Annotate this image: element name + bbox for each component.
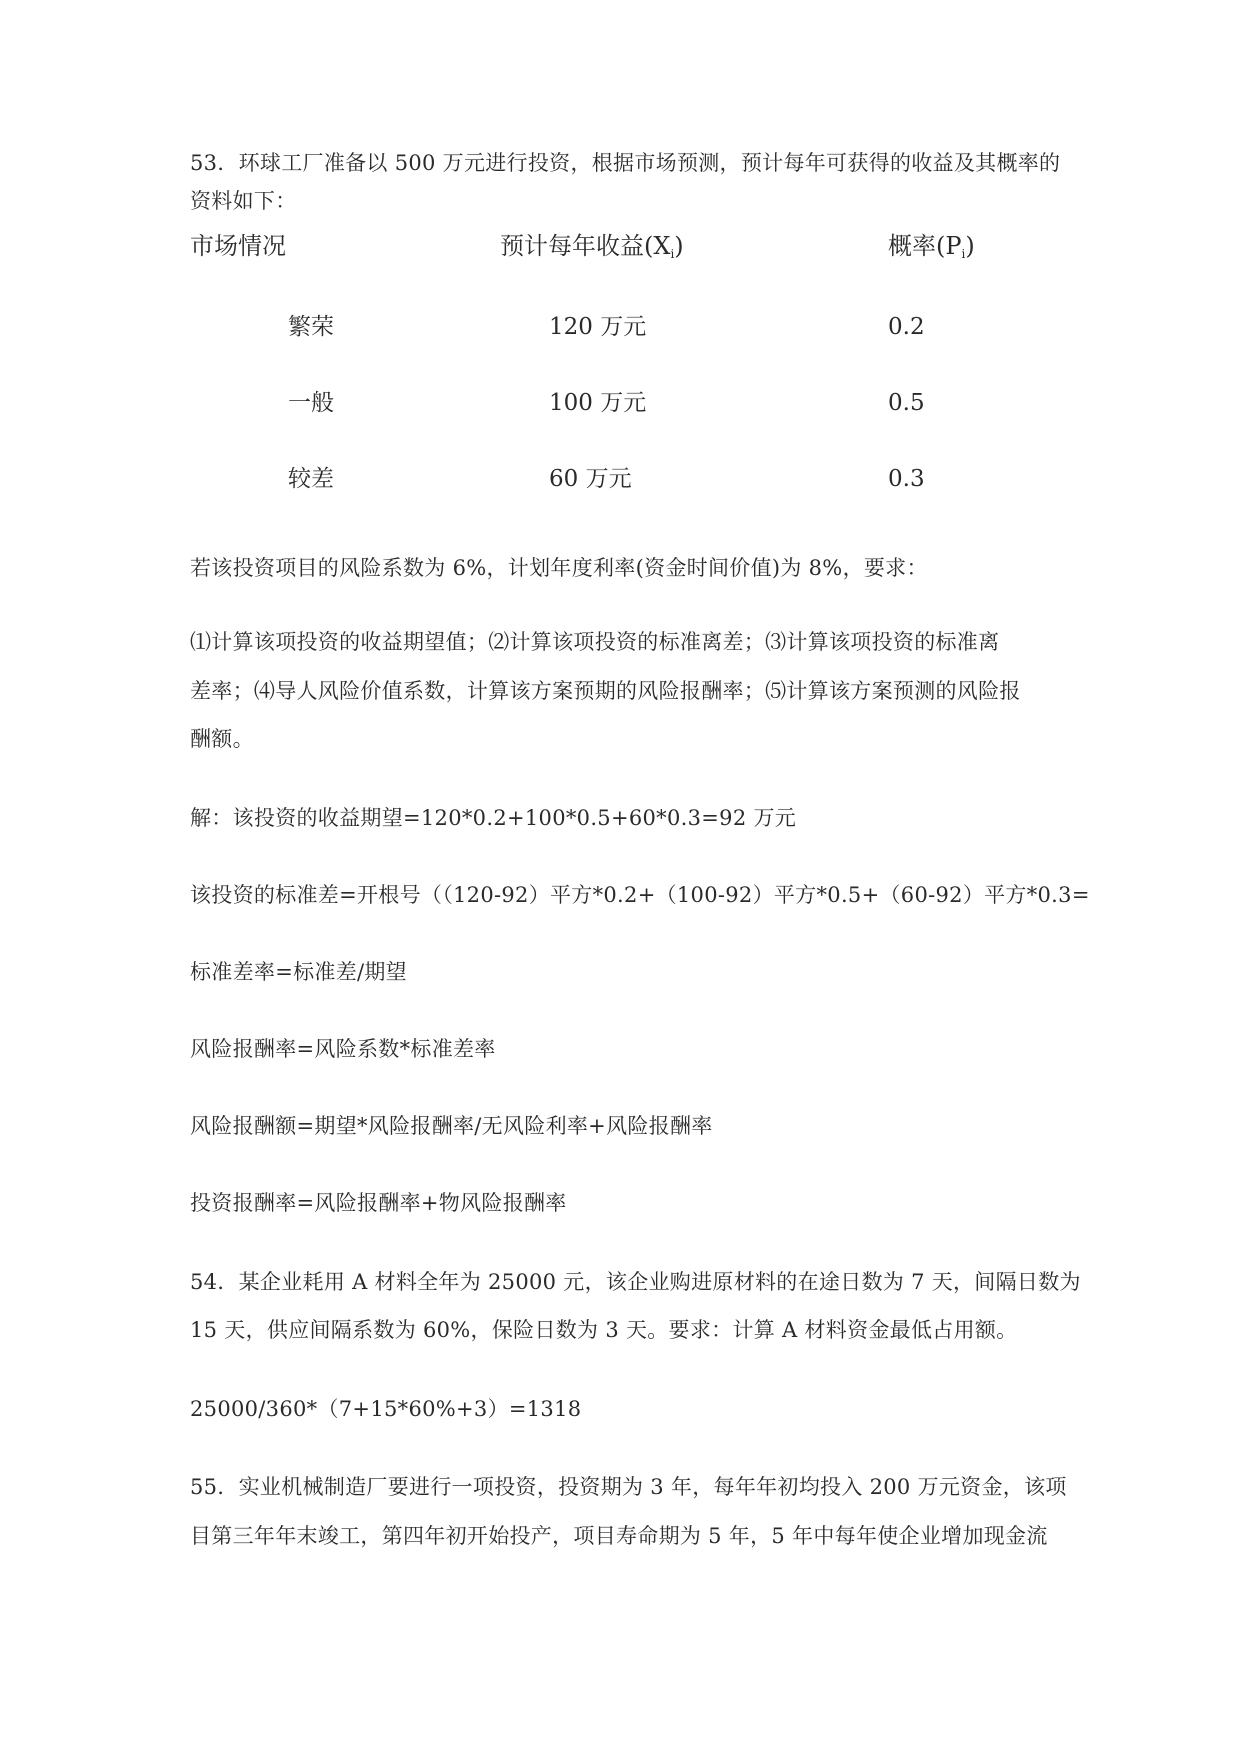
q55-text-line-2: 目第三年年末竣工，第四年初开始投产，项目寿命期为 5 年，5 年中每年使企业增加现金流 xyxy=(190,1524,1048,1548)
q53-text-line-1: 53．环球工厂准备以 500 万元进行投资，根据市场预测，预计每年可获得的收益及其概率的 xyxy=(190,151,1061,175)
q53-condition: 若该投资项目的风险系数为 6%，计划年度利率(资金时间价值)为 8%，要求： xyxy=(190,556,928,580)
table-header-probability: 概率$(P_i)$ xyxy=(888,232,975,261)
table-cell-income: 60 万元 xyxy=(549,466,632,492)
table-header-situation: 市场情况 xyxy=(190,232,286,260)
table-cell-income: 100 万元 xyxy=(549,390,647,416)
q53-text-line-2: 资料如下： xyxy=(190,189,297,213)
table-cell-situation: 一般 xyxy=(288,390,334,416)
q53-requirement-line-1: ⑴计算该项投资的收益期望值；⑵计算该项投资的标准离差；⑶计算该项投资的标准离 xyxy=(190,630,1000,654)
q54-text-line-2: 15 天，供应间隔系数为 60%，保险日数为 3 天。要求：计算 A 材料资金最低占用额。 xyxy=(190,1318,1018,1342)
q53-solution-risk-return-amount: 风险报酬额=期望*风险报酬率/无风险利率+风险报酬率 xyxy=(190,1114,713,1138)
q53-solution-deviation-rate: 标准差率=标准差/期望 xyxy=(190,960,407,984)
table-cell-probability: 0.3 xyxy=(888,466,925,492)
table-cell-income: 120 万元 xyxy=(549,314,647,340)
table-cell-probability: 0.5 xyxy=(888,390,925,416)
table-cell-situation: 繁荣 xyxy=(288,314,334,340)
q55-text-line-1: 55．实业机械制造厂要进行一项投资，投资期为 3 年，每年年初均投入 200 万元资金，该项 xyxy=(190,1475,1067,1499)
q53-requirement-line-2: 差率；⑷导人风险价值系数，计算该方案预期的风险报酬率；⑸计算该方案预测的风险报 xyxy=(190,679,1021,703)
q53-solution-expected-value: 解：该投资的收益期望=120*0.2+100*0.5+60*0.3=92 万元 xyxy=(190,806,797,830)
table-cell-probability: 0.2 xyxy=(888,314,925,340)
q53-solution-standard-deviation: 该投资的标准差=开根号（（120-92）平方*0.2+（100-92）平方*0.5+（60-92）平方*0.3= xyxy=(190,883,1090,907)
table-header-income: 预计每年收益$(X_i)$ xyxy=(500,232,684,261)
q53-requirement-line-3: 酬额。 xyxy=(190,727,254,751)
table-cell-situation: 较差 xyxy=(288,466,334,492)
q54-text-line-1: 54．某企业耗用 A 材料全年为 25000 元，该企业购进原材料的在途日数为 7 天，间隔日数为 xyxy=(190,1270,1081,1294)
q53-solution-risk-return-rate: 风险报酬率=风险系数*标准差率 xyxy=(190,1037,496,1061)
q53-solution-investment-return-rate: 投资报酬率=风险报酬率+物风险报酬率 xyxy=(190,1191,567,1215)
q54-answer: 25000/360*（7+15*60%+3）=1318 xyxy=(190,1397,582,1421)
